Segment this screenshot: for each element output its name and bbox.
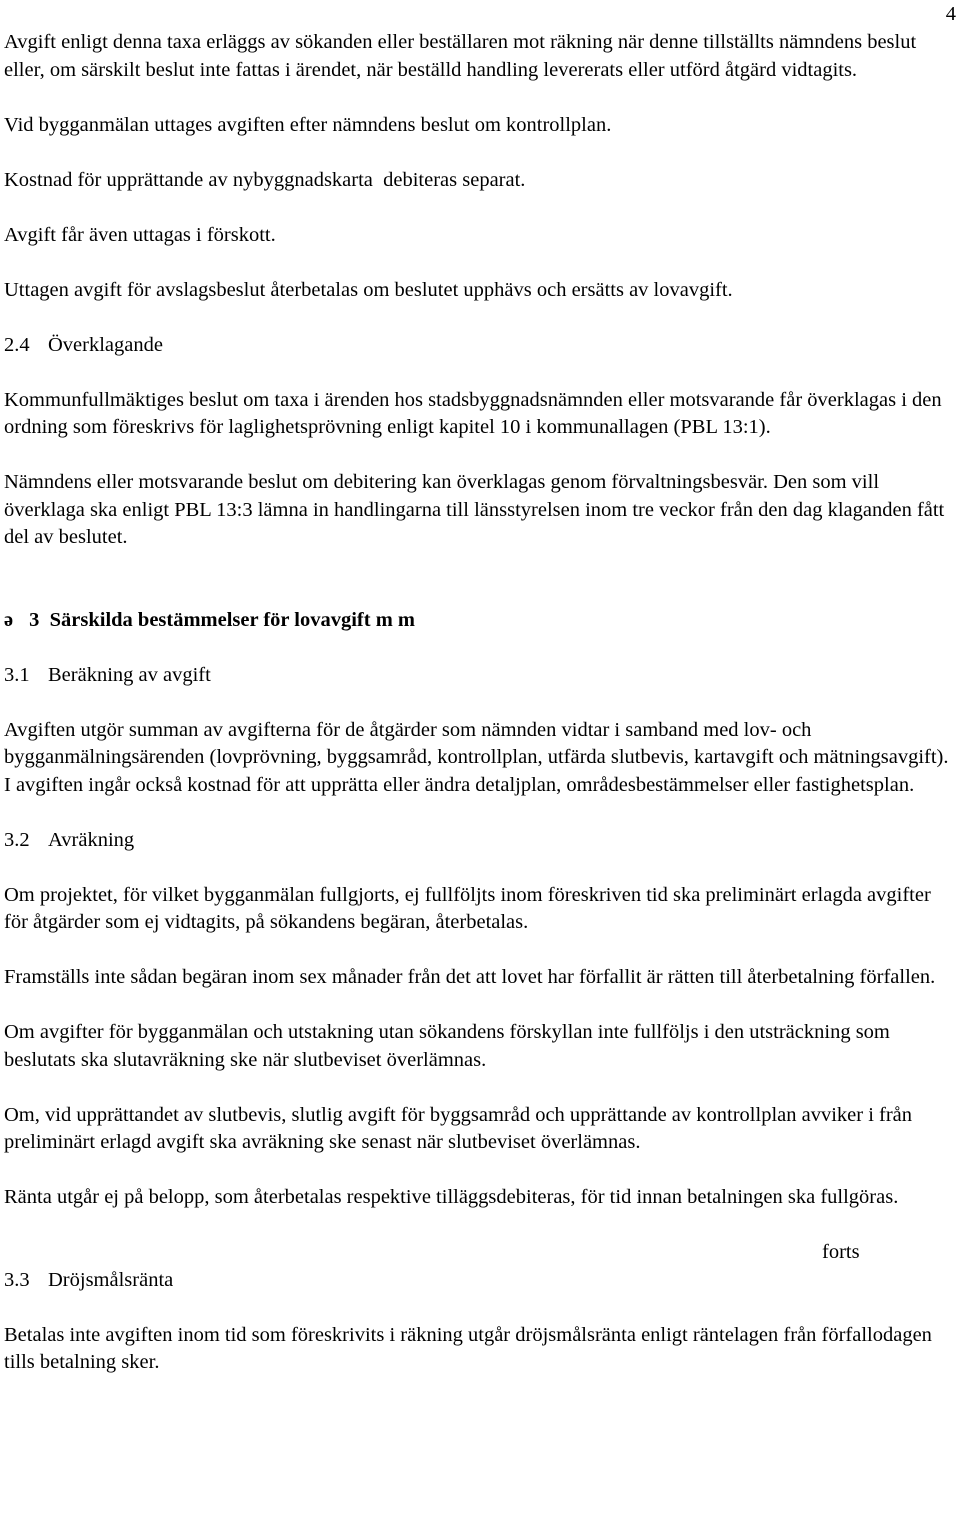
section-title: Särskilda bestämmelser för lovavgift m m <box>49 608 415 631</box>
section-title: Avräkning <box>48 828 135 851</box>
page-number: 4 <box>945 3 956 25</box>
paragraph-settlement-4: Om, vid upprättandet av slutbevis, slutlig avgift för byggsamråd och upprättande av kontrollplan avviker i från preliminärt erlagd avgift ska avräkning ske senast när slutbeviset överlämnas. <box>4 1103 913 1153</box>
continued-note: forts <box>822 1241 860 1263</box>
section-number: 3.3 <box>4 1268 30 1291</box>
section-marker: ə <box>4 608 14 631</box>
paragraph-settlement-2: Framställs inte sådan begäran inom sex månader från det att lovet har förfallit är rätten till återbetalning förfallen. <box>4 966 936 988</box>
section-heading-3 <box>4 607 949 635</box>
paragraph-building-notice: Vid bygganmälan uttages avgiften efter nämndens beslut om kontrollplan. <box>4 113 612 136</box>
paragraph-late-interest: Betalas inte avgiften inom tid som föreskrivits i räkning utgår dröjsmålsränta enligt räntelagen från förfallodagen tills betalning sker. <box>4 1323 932 1373</box>
section-heading-2-4 <box>4 332 949 360</box>
paragraph-appeal-council: Kommunfullmäktiges beslut om taxa i ärenden hos stadsbyggnadsnämnden eller motsvarande får överklagas i den ordning som föreskrivs för laglighetsprövning enligt kapitel 10 i kommunallagen (PBL 13:1). <box>4 388 942 438</box>
paragraph-advance-fee: Avgift får även uttagas i förskott. <box>4 223 276 246</box>
paragraph-fee-billing: Avgift enligt denna taxa erläggs av sökanden eller beställaren mot räkning när denne tillställts nämndens beslut eller, om särskilt beslut inte fattas i ärendet, när beställd handling levererats eller utförd åtgärd vidtagits. <box>4 31 917 81</box>
section-heading-3-3 <box>4 1267 949 1295</box>
section-number: 3 <box>29 608 40 631</box>
section-title: Dröjsmålsränta <box>48 1268 174 1291</box>
forts-line <box>4 1239 949 1267</box>
section-title: Överklagande <box>48 333 163 356</box>
section-number: 3.2 <box>4 828 30 851</box>
paragraph-fee-calculation: Avgiften utgör summan av avgifterna för de åtgärder som nämnden vidtar i samband med lov- och bygganmälningsärenden (lovprövning, byggsamråd, kontrollplan, utfärda slutbevis, kartavgift och mätningsavgift). I avgiften ingår också kostnad för att upprätta eller ändra detaljplan, områdesbestämmelser eller fastighetsplan. <box>4 718 949 796</box>
document-body <box>4 29 949 1404</box>
section-title: Beräkning av avgift <box>48 663 211 686</box>
paragraph-map-cost: Kostnad för upprättande av nybyggnadskarta debiteras separat. <box>4 168 526 191</box>
paragraph-settlement-1: Om projektet, för vilket bygganmälan fullgjorts, ej fullföljts inom föreskriven tid ska preliminärt erlagda avgifter för åtgärder som ej vidtagits, på sökandens begäran, återbetalas. <box>4 883 931 933</box>
spacer <box>4 579 949 607</box>
paragraph-settlement-5: Ränta utgår ej på belopp, som återbetalas respektive tilläggsdebiteras, för tid innan betalningen ska fullgöras. <box>4 1186 899 1208</box>
section-heading-3-2 <box>4 827 949 855</box>
paragraph-appeal-debit: Nämndens eller motsvarande beslut om debitering kan överklagas genom förvaltningsbesvär. Den som vill överklaga ska enligt PBL 13:3 lämna in handlingarna till länsstyrelsen inom tre veckor från den dag klaganden fått del av beslutet. <box>4 471 945 548</box>
section-number: 3.1 <box>4 663 30 686</box>
paragraph-refund: Uttagen avgift för avslagsbeslut återbetalas om beslutet upphävs och ersätts av lovavgift. <box>4 278 733 301</box>
paragraph-settlement-3: Om avgifter för bygganmälan och utstakning utan sökandens förskyllan inte fullföljs i den utsträckning som beslutats ska slutavräkning ske när slutbeviset överlämnas. <box>4 1021 890 1071</box>
section-heading-3-1 <box>4 662 949 690</box>
section-number: 2.4 <box>4 333 30 356</box>
